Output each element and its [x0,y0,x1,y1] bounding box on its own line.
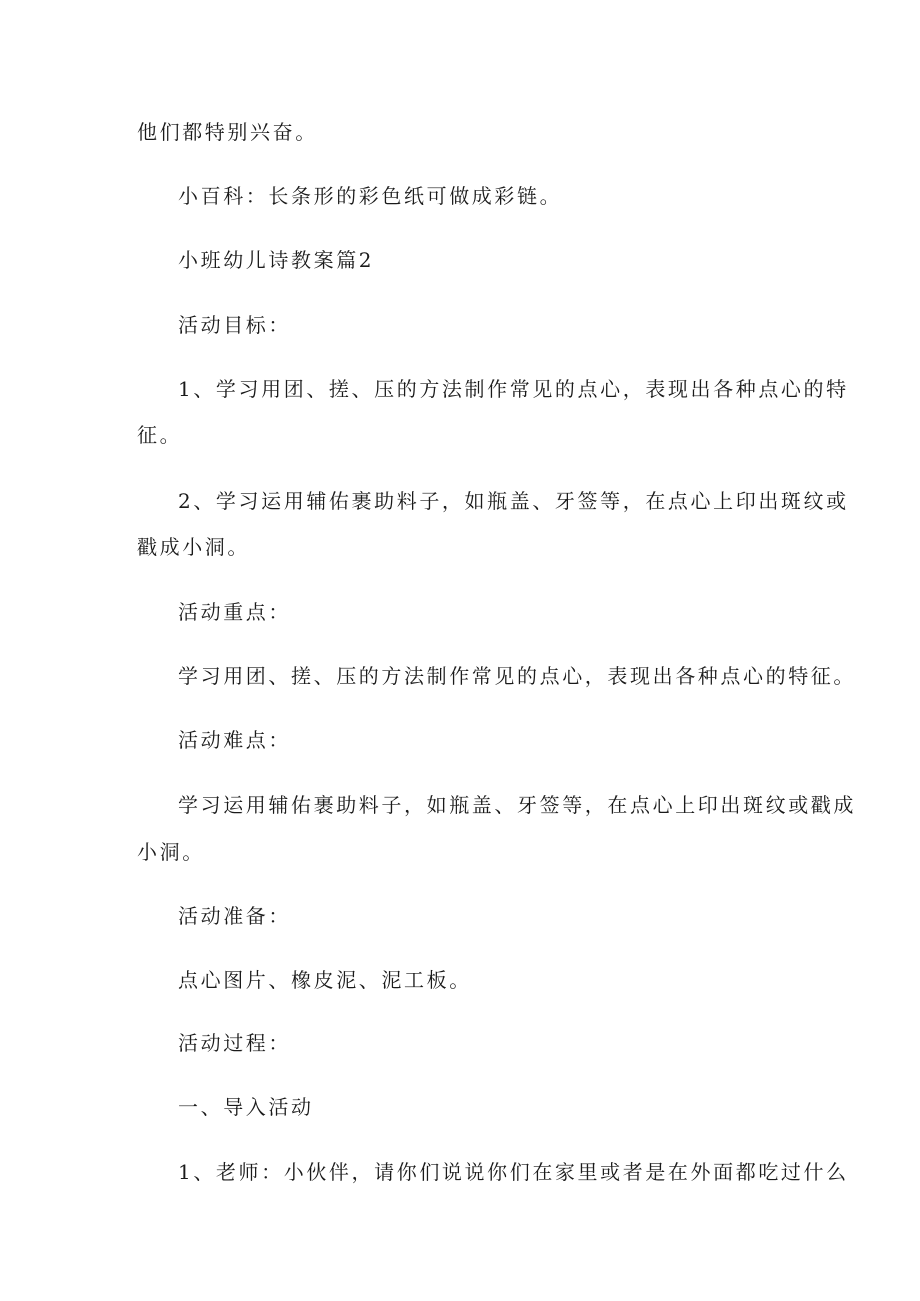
subheading-process: 活动过程： [178,1031,291,1055]
paragraph-line: 小百科：长条形的彩色纸可做成彩链。 [178,184,563,208]
paragraph-line: 戳成小洞。 [137,535,250,559]
subheading-preparation: 活动准备： [178,904,291,928]
paragraph-line: 点心图片、橡皮泥、泥工板。 [178,968,472,992]
paragraph-line: 学习运用辅佑裹助料子，如瓶盖、牙签等，在点心上印出斑纹或戳成 [178,793,856,817]
paragraph-line: 学习用团、搓、压的方法制作常见的点心，表现出各种点心的特征。 [178,664,856,688]
subheading-step-one: 一、导入活动 [178,1095,314,1119]
paragraph-line: 他们都特别兴奋。 [137,120,318,144]
paragraph-line: 1、学习用团、搓、压的方法制作常见的点心，表现出各种点心的特 [178,377,849,401]
subheading-goals: 活动目标： [178,313,291,337]
paragraph-line: 1、老师：小伙伴，请你们说说你们在家里或者是在外面都吃过什么 [178,1160,849,1184]
paragraph-line: 2、学习运用辅佑裹助料子，如瓶盖、牙签等，在点心上印出斑纹或 [178,489,849,513]
subheading-key-points: 活动重点： [178,600,291,624]
section-heading: 小班幼儿诗教案篇2 [178,248,375,272]
paragraph-line: 小洞。 [137,840,205,864]
subheading-difficulties: 活动难点： [178,728,291,752]
paragraph-line: 征。 [137,423,183,447]
